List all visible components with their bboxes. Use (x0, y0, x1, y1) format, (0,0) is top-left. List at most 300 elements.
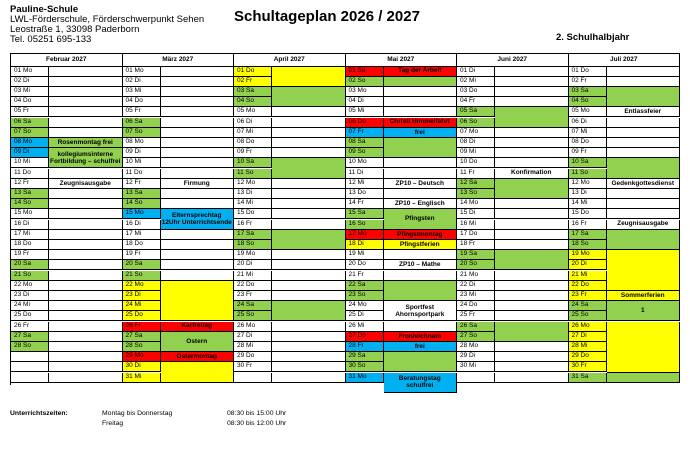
note-cell (161, 250, 235, 260)
note-cell (49, 322, 123, 332)
day-cell: 18 Do (11, 240, 49, 250)
note-cell (607, 128, 681, 138)
day-cell: 02 Di (123, 77, 161, 87)
note-cell (49, 250, 123, 260)
school-phone: Tel. 05251 695-133 (10, 34, 92, 45)
hours-days-2: Freitag (102, 420, 124, 427)
note-cell (607, 179, 681, 189)
note-cell (161, 230, 235, 240)
day-cell: 27 Di (234, 332, 272, 342)
note-cell (495, 250, 569, 270)
note-cell (272, 260, 346, 270)
note-cell (49, 179, 123, 189)
day-cell: 15 Do (569, 209, 607, 219)
day-cell (457, 373, 495, 383)
note-cell (384, 128, 458, 138)
note-cell (272, 220, 346, 230)
note-cell (495, 322, 569, 342)
note-cell (161, 148, 235, 158)
day-cell: 29 Sa (346, 352, 384, 362)
note-cell (161, 281, 235, 322)
note-cell (607, 230, 681, 250)
hours-days-1: Montag bis Donnerstag (102, 410, 173, 417)
note-text: Ostern (186, 337, 208, 345)
day-cell: 07 So (11, 128, 49, 138)
day-cell: 21 Fr (346, 271, 384, 281)
note-cell (495, 342, 569, 352)
note-cell (161, 362, 235, 382)
day-cell: 29 Mo (123, 352, 161, 362)
note-cell (272, 362, 346, 372)
note-cell (272, 322, 346, 332)
school-subtitle: LWL-Förderschule, Förderschwerpunkt Sehen (10, 14, 205, 25)
note-cell (49, 301, 123, 311)
day-cell: 15 Mo (11, 209, 49, 219)
day-cell: 30 Fr (569, 362, 607, 372)
note-cell (161, 260, 235, 270)
note-cell (49, 138, 123, 148)
day-cell: 23 Fr (569, 291, 607, 301)
day-cell: 24 Mo (346, 301, 384, 311)
note-text: Sommerferien (620, 291, 665, 299)
note-cell (495, 301, 569, 311)
note-cell (272, 179, 346, 189)
day-cell: 22 Do (234, 281, 272, 291)
note-cell (272, 271, 346, 281)
note-cell (49, 230, 123, 240)
day-cell: 03 Mo (346, 87, 384, 97)
day-cell: 19 Mo (569, 250, 607, 260)
note-cell (607, 373, 681, 383)
day-cell: 12 Mo (569, 179, 607, 189)
day-cell: 02 Fr (569, 77, 607, 87)
day-cell: 30 Fr (234, 362, 272, 372)
day-cell: 11 Do (11, 169, 49, 179)
note-cell (161, 107, 235, 117)
day-cell: 08 Sa (346, 138, 384, 148)
day-cell: 31 Mi (123, 373, 161, 383)
day-cell: 05 Fr (123, 107, 161, 117)
note-cell (272, 138, 346, 148)
day-cell: 04 Do (123, 97, 161, 107)
note-cell (49, 220, 123, 230)
month-header: Mai 2027 (346, 54, 458, 67)
note-text: Fronleichnam (398, 332, 442, 340)
note-cell (607, 138, 681, 148)
note-cell (495, 209, 569, 219)
hours-time-2: 08:30 bis 12:00 Uhr (227, 420, 287, 427)
day-cell: 17 Mo (346, 230, 384, 240)
day-cell: 18 So (234, 240, 272, 250)
note-cell (607, 199, 681, 209)
day-cell: 14 Mi (234, 199, 272, 209)
note-cell (272, 199, 346, 209)
day-cell: 11 Fr (457, 169, 495, 179)
note-cell (49, 291, 123, 301)
day-cell: 04 So (569, 97, 607, 107)
day-cell: 24 Mi (123, 301, 161, 311)
note-text: schulfrei (406, 382, 434, 390)
day-cell: 02 Mi (457, 77, 495, 87)
note-cell (49, 169, 123, 179)
note-cell (272, 373, 346, 383)
day-cell: 21 Mi (234, 271, 272, 281)
note-text: Pfingstferien (399, 240, 440, 248)
note-cell (384, 332, 458, 342)
day-cell: 19 Fr (11, 250, 49, 260)
note-text: frei (414, 128, 425, 136)
note-cell (272, 107, 346, 117)
note-text: Zeugnisausgabe (59, 179, 111, 187)
note-cell (495, 97, 569, 107)
note-cell (49, 332, 123, 342)
note-cell (607, 158, 681, 178)
day-cell: 25 Do (123, 311, 161, 321)
note-cell (49, 199, 123, 209)
note-cell (49, 107, 123, 117)
note-cell (272, 148, 346, 158)
day-cell: 20 Sa (11, 260, 49, 270)
note-cell (49, 97, 123, 107)
day-cell: 16 Fr (569, 220, 607, 230)
note-cell (272, 230, 346, 250)
day-cell: 20 Do (346, 260, 384, 270)
note-cell (384, 87, 458, 97)
note-cell (161, 118, 235, 128)
note-cell (607, 250, 681, 291)
day-cell: 13 Do (346, 189, 384, 199)
term-label: 2. Schulhalbjahr (556, 32, 630, 43)
note-text: Gedenkgottesdienst (611, 179, 674, 187)
note-cell (272, 87, 346, 107)
day-cell: 16 Mi (457, 220, 495, 230)
day-cell: 27 Do (346, 332, 384, 342)
day-cell: 05 Mo (234, 107, 272, 117)
day-cell: 12 Mi (346, 179, 384, 189)
day-cell: 18 Fr (457, 240, 495, 250)
day-cell: 21 Mi (569, 271, 607, 281)
day-cell: 14 So (11, 199, 49, 209)
note-cell (161, 189, 235, 199)
day-cell: 06 Di (569, 118, 607, 128)
day-cell: 25 Fr (457, 311, 495, 321)
note-text: Pfingstmontag (397, 230, 443, 238)
day-cell: 13 Sa (123, 189, 161, 199)
day-cell: 04 Di (346, 97, 384, 107)
day-cell: 10 Do (457, 158, 495, 168)
day-cell: 14 So (123, 199, 161, 209)
day-cell: 09 Fr (569, 148, 607, 158)
day-cell: 28 Mo (457, 342, 495, 352)
note-cell (384, 158, 458, 168)
note-cell (495, 158, 569, 168)
note-cell (49, 209, 123, 219)
note-text: ZP10 – Deutsch (395, 179, 444, 187)
day-cell: 25 Di (346, 311, 384, 321)
note-text: 1 (640, 307, 645, 315)
note-cell (495, 373, 569, 383)
day-cell: 16 Di (11, 220, 49, 230)
day-cell: 06 Di (234, 118, 272, 128)
note-text: Zeugnisausgabe (617, 220, 669, 228)
day-cell: 09 Mi (457, 148, 495, 158)
day-cell: 31 Mo (346, 373, 384, 383)
day-cell: 08 Di (457, 138, 495, 148)
day-cell: 07 Fr (346, 128, 384, 138)
note-cell (49, 362, 123, 372)
day-cell: 25 Do (11, 311, 49, 321)
note-text: kollegiumsinterne (57, 150, 114, 158)
note-cell (384, 169, 458, 179)
day-cell: 23 Fr (234, 291, 272, 301)
note-cell (49, 67, 123, 77)
note-cell (384, 199, 458, 209)
note-cell (161, 209, 235, 229)
day-cell: 28 So (11, 342, 49, 352)
note-cell (495, 169, 569, 179)
day-cell: 01 Do (234, 67, 272, 77)
page-title: Schultageplan 2026 / 2027 (234, 8, 420, 25)
day-cell: 22 Di (457, 281, 495, 291)
note-cell (607, 148, 681, 158)
note-cell (161, 271, 235, 281)
day-cell: 09 So (346, 148, 384, 158)
note-cell (607, 209, 681, 219)
day-cell: 03 Mi (123, 87, 161, 97)
note-text: Tag der Arbeit (398, 67, 442, 75)
note-cell (607, 87, 681, 107)
note-cell (161, 128, 235, 138)
day-cell: 04 Fr (457, 97, 495, 107)
note-cell (49, 240, 123, 250)
day-cell: 17 Sa (234, 230, 272, 240)
day-cell: 28 Fr (346, 342, 384, 352)
note-cell (384, 209, 458, 229)
note-cell (49, 148, 123, 168)
day-cell: 17 Mi (11, 230, 49, 240)
note-cell (161, 97, 235, 107)
day-cell: 15 Mo (123, 209, 161, 219)
day-cell: 04 Do (11, 97, 49, 107)
day-cell: 20 Di (569, 260, 607, 270)
note-cell (272, 352, 346, 362)
day-cell: 17 Sa (569, 230, 607, 240)
note-cell (161, 87, 235, 97)
day-cell: 22 Mo (11, 281, 49, 291)
day-cell: 01 Mo (11, 67, 49, 77)
day-cell: 15 Do (234, 209, 272, 219)
note-cell (49, 373, 123, 383)
day-cell: 10 Sa (234, 158, 272, 168)
day-cell: 11 So (569, 169, 607, 179)
day-cell: 27 Sa (123, 332, 161, 342)
day-cell: 22 Sa (346, 281, 384, 291)
note-cell (384, 322, 458, 332)
day-cell: 06 Do (346, 118, 384, 128)
day-cell: 11 Do (123, 169, 161, 179)
day-cell: 03 Sa (234, 87, 272, 97)
note-cell (384, 189, 458, 199)
note-cell (272, 291, 346, 301)
note-cell (495, 271, 569, 281)
note-cell (272, 158, 346, 178)
day-cell: 26 Sa (457, 322, 495, 332)
day-cell: 17 Do (457, 230, 495, 240)
note-cell (495, 240, 569, 250)
note-cell (384, 138, 458, 158)
note-cell (161, 77, 235, 87)
note-cell (607, 189, 681, 199)
day-cell: 05 Fr (11, 107, 49, 117)
day-cell: 14 Fr (346, 199, 384, 209)
note-cell (495, 128, 569, 138)
note-text: Ostermontag (176, 353, 217, 361)
note-cell (495, 138, 569, 148)
note-text: frei (414, 342, 425, 350)
day-cell: 27 Sa (11, 332, 49, 342)
note-cell (384, 77, 458, 87)
day-cell: 30 Di (123, 362, 161, 372)
note-cell (384, 342, 458, 352)
note-cell (49, 118, 123, 128)
note-cell (495, 220, 569, 230)
note-cell (495, 107, 569, 127)
note-text: Beratungstag (398, 374, 441, 382)
day-cell: 24 Sa (569, 301, 607, 311)
school-name: Pauline-Schule (10, 4, 79, 15)
day-cell: 23 So (346, 291, 384, 301)
day-cell (11, 362, 49, 372)
day-cell: 29 Do (569, 352, 607, 362)
day-cell: 19 Fr (123, 250, 161, 260)
school-hours-label: Unterrichtszeiten: (10, 410, 68, 417)
note-cell (161, 169, 235, 179)
day-cell: 05 Mi (346, 107, 384, 117)
day-cell: 26 Mo (234, 322, 272, 332)
note-cell (161, 332, 235, 352)
calendar-grid (10, 53, 680, 390)
note-cell (384, 230, 458, 240)
day-cell: 10 Mi (123, 158, 161, 168)
day-cell: 02 So (346, 77, 384, 87)
day-cell: 23 Di (11, 291, 49, 301)
day-cell: 21 So (123, 271, 161, 281)
day-cell: 10 Sa (569, 158, 607, 168)
day-cell: 24 Do (457, 301, 495, 311)
day-cell: 20 Di (234, 260, 272, 270)
note-cell (607, 291, 681, 301)
note-cell (607, 301, 681, 321)
day-cell: 23 Mi (457, 291, 495, 301)
note-cell (161, 158, 235, 168)
day-cell: 08 Mo (11, 138, 49, 148)
day-cell: 25 So (569, 311, 607, 321)
day-cell: 06 Sa (11, 118, 49, 128)
note-cell (384, 301, 458, 321)
day-cell: 02 Fr (234, 77, 272, 87)
note-cell (161, 322, 235, 332)
note-cell (49, 352, 123, 362)
note-text: Karfreitag (181, 322, 213, 330)
day-cell: 14 Mi (569, 199, 607, 209)
note-cell (161, 67, 235, 77)
school-address: Leostraße 1, 33098 Paderborn (10, 24, 140, 35)
day-cell: 12 Fr (11, 179, 49, 189)
month-header: März 2027 (123, 54, 235, 67)
note-cell (272, 281, 346, 291)
day-cell: 30 Mi (457, 362, 495, 372)
day-cell: 13 So (457, 189, 495, 199)
day-cell: 26 Fr (11, 322, 49, 332)
note-cell (49, 311, 123, 321)
note-cell (495, 179, 569, 199)
day-cell: 13 Sa (11, 189, 49, 199)
note-cell (384, 118, 458, 128)
note-text: 12Uhr Unterrichtsende (161, 218, 232, 226)
day-cell: 11 Di (346, 169, 384, 179)
day-cell: 26 Mi (346, 322, 384, 332)
day-cell: 03 Do (457, 87, 495, 97)
day-cell: 01 Sa (346, 67, 384, 77)
day-cell: 03 Mi (11, 87, 49, 97)
day-cell: 12 Sa (457, 179, 495, 189)
note-cell (384, 97, 458, 107)
note-cell (384, 373, 458, 393)
day-cell: 27 So (457, 332, 495, 342)
note-cell (161, 352, 235, 362)
note-cell (49, 128, 123, 138)
note-cell (384, 281, 458, 301)
note-cell (607, 77, 681, 87)
day-cell: 17 Mi (123, 230, 161, 240)
day-cell: 13 Di (234, 189, 272, 199)
note-cell (607, 67, 681, 77)
note-cell (272, 342, 346, 352)
day-cell: 05 Sa (457, 107, 495, 117)
note-cell (272, 250, 346, 260)
day-cell: 24 Sa (234, 301, 272, 311)
note-cell (49, 271, 123, 281)
day-cell: 31 Sa (569, 373, 607, 383)
note-cell (272, 189, 346, 199)
day-cell: 07 Mo (457, 128, 495, 138)
note-text: Rosenmontag frei (57, 138, 113, 146)
day-cell: 25 So (234, 311, 272, 321)
footer (10, 410, 680, 440)
note-cell (49, 342, 123, 352)
day-cell: 05 Mo (569, 107, 607, 117)
note-cell (161, 138, 235, 148)
note-cell (272, 128, 346, 138)
day-cell: 28 So (123, 342, 161, 352)
day-cell: 18 Do (123, 240, 161, 250)
day-cell: 08 Do (234, 138, 272, 148)
note-text: Fortbildung – schulfrei (50, 157, 121, 165)
day-cell: 15 Sa (346, 209, 384, 219)
note-cell (384, 240, 458, 250)
day-cell: 27 Di (569, 332, 607, 342)
day-cell: 09 Di (123, 148, 161, 158)
day-cell: 04 So (234, 97, 272, 107)
day-cell: 18 So (569, 240, 607, 250)
note-cell (384, 352, 458, 372)
day-cell: 29 Do (234, 352, 272, 362)
day-cell: 24 Mi (11, 301, 49, 311)
note-cell (495, 230, 569, 240)
note-text: Elternsprechtag (172, 211, 222, 219)
note-cell (495, 311, 569, 321)
note-cell (607, 107, 681, 117)
